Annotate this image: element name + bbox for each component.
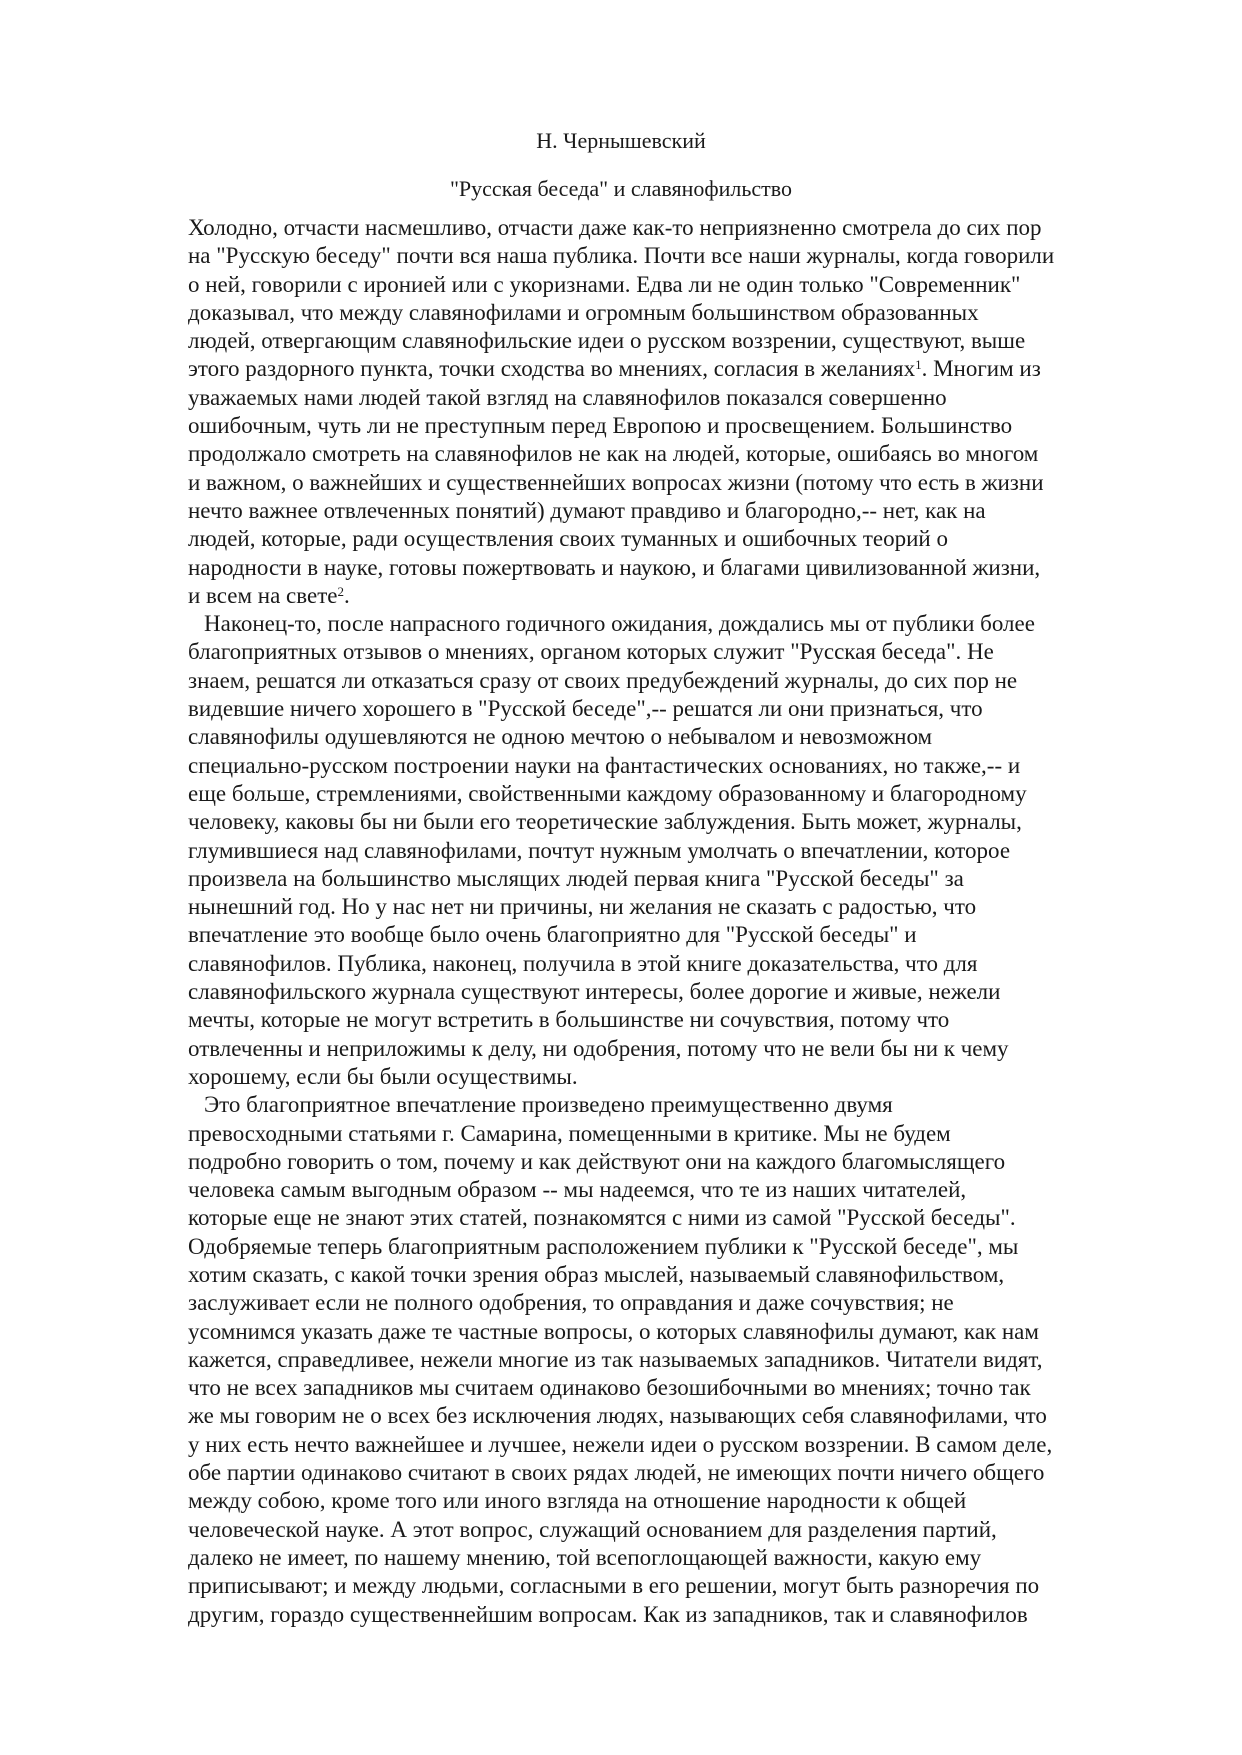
text-line: у них есть нечто важнейшее и лучшее, нежели идеи о русском воззрении. В самом деле,: [188, 1431, 1053, 1457]
text-line: впечатление это вообще было очень благоприятно для "Русской беседы" и: [188, 922, 917, 948]
text-line: превосходными статьями г. Самарина, помещенными в критике. Мы не будем: [188, 1120, 951, 1146]
text-line: глумившиеся над славянофилами, почтут нужным умолчать о впечатлении, которое: [188, 837, 1011, 863]
text-line: хорошему, если бы были осуществимы.: [188, 1063, 578, 1089]
article-title: "Русская беседа" и славянофильство: [449, 176, 793, 201]
text-line: людей, отвергающим славянофильские идеи о русском воззрении, существуют, выше: [188, 328, 1026, 354]
text-line: мечты, которые не могут встретить в большинстве ни сочувствия, потому что: [188, 1007, 950, 1033]
text-line: на "Русскую беседу" почти вся наша публика. Почти все наши журналы, когда говорили: [188, 243, 1055, 269]
text-line: между собою, кроме того или иного взгляда на отношение народности к общей: [188, 1488, 967, 1514]
text-line: нечто важнее отвлеченных понятий) думают правдиво и благородно,-- нет, как на: [188, 497, 986, 523]
footnote-marker-2: 2: [337, 583, 344, 599]
text-line: Одобряемые теперь благоприятным расположением публики к "Русской беседе", мы: [188, 1233, 1019, 1259]
text-line: специально-русском построении науки на фантастических основаниях, но также,-- и: [188, 752, 1021, 778]
text-line: [188, 582, 1128, 610]
text-line: Это благоприятное впечатление произведено преимущественно двумя: [204, 1092, 893, 1118]
text-segment: .: [343, 582, 350, 608]
text-segment: . Многим из: [921, 356, 1041, 382]
text-line: благоприятных отзывов о мнениях, органом которых служит "Русская беседа". Не: [188, 639, 994, 665]
text-line: людей, которые, ради осуществления своих туманных и ошибочных теорий о: [188, 526, 948, 552]
text-line: Наконец-то, после напрасного годичного ожидания, дождались мы от публики более: [204, 611, 1035, 637]
text-line: же мы говорим не о всех без исключения людях, называющих себя славянофилами, что: [188, 1403, 1047, 1429]
text-line: народности в науке, готовы пожертвовать и наукою, и благами цивилизованной жизни,: [188, 554, 1041, 580]
text-line: славянофилов. Публика, наконец, получила в этой книге доказательства, что для: [188, 950, 978, 976]
text-line: ошибочным, чуть ли не преступным перед Европою и просвещением. Большинство: [188, 413, 1013, 439]
text-line: знаем, решатся ли отказаться сразу от своих предубеждений журналы, до сих пор не: [188, 667, 1018, 693]
text-line: [188, 355, 1128, 383]
text-line: человеку, каковы бы ни были его теоретические заблуждения. Быть может, журналы,: [188, 809, 1022, 835]
text-line: далеко не имеет, по нашему мнению, той всепоглощающей важности, какую ему: [188, 1544, 982, 1570]
text-line: видевшие ничего хорошего в "Русской беседе",-- решатся ли они признаться, что: [188, 696, 983, 722]
text-segment: и всем на свете: [188, 582, 338, 608]
text-line: отвлеченны и неприложимы к делу, ни одобрения, потому что не вели бы ни к чему: [188, 1035, 1009, 1061]
text-line: и важном, о важнейших и существеннейших вопросах жизни (потому что есть в жизни: [188, 469, 1044, 495]
text-line: обе партии одинаково считают в своих рядах людей, не имеющих почти ничего общего: [188, 1460, 1045, 1486]
text-line: еще больше, стремлениями, свойственными каждому образованному и благородному: [188, 780, 1027, 806]
text-line: нынешний год. Но у нас нет ни причины, ни желания не сказать с радостью, что: [188, 894, 977, 920]
text-line: продолжало смотреть на славянофилов не как на людей, которые, ошибаясь во многом: [188, 441, 1039, 467]
text-line: усомнимся указать даже те частные вопросы, о которых славянофилы думают, как нам: [188, 1318, 1039, 1344]
text-line: приписывают; и между людьми, согласными в его решении, могут быть разноречия по: [188, 1573, 1040, 1599]
article-body: [188, 214, 1128, 1629]
text-line: доказывал, что между славянофилами и огромным большинством образованных: [188, 299, 979, 325]
text-line: человека самым выгодным образом -- мы надеемся, что те из наших читателей,: [188, 1177, 967, 1203]
text-line: кажется, справедливее, нежели многие из так называемых западников. Читатели видят,: [188, 1346, 1043, 1372]
text-segment: этого раздорного пункта, точки сходства во мнениях, согласия в желаниях: [188, 356, 916, 382]
text-line: Холодно, отчасти насмешливо, отчасти даже как-то неприязненно смотрела до сих пор: [188, 215, 1042, 240]
text-line: славянофилы одушевляются не одною мечтою о небывалом и невозможном: [188, 724, 933, 750]
footnote-marker-1: 1: [915, 357, 922, 373]
text-line: славянофильского журнала существуют интересы, более дорогие и живые, нежели: [188, 979, 1001, 1005]
text-line: произвела на большинство мыслящих людей первая книга "Русской беседы" за: [188, 865, 964, 891]
text-line: подробно говорить о том, почему и как действуют они на каждого благомыслящего: [188, 1148, 1006, 1174]
text-line: хотим сказать, с какой точки зрения образ мыслей, называемый славянофильством,: [188, 1261, 1005, 1287]
text-line: о ней, говорили с иронией или с укоризнами. Едва ли не один только "Современник": [188, 271, 1021, 297]
text-line: уважаемых нами людей такой взгляд на славянофилов показался совершенно: [188, 384, 947, 410]
text-line: заслуживает если не полного одобрения, то оправдания и даже сочувствия; не: [188, 1290, 954, 1316]
text-line: которые еще не знают этих статей, познакомятся с ними из самой "Русской беседы".: [188, 1205, 1016, 1231]
author-heading: Н. Чернышевский: [536, 128, 706, 153]
text-line: что не всех западников мы считаем одинаково безошибочными во мнениях; точно так: [188, 1375, 1031, 1401]
text-line: человеческой науке. А этот вопрос, служащий основанием для разделения партий,: [188, 1516, 997, 1542]
text-line: другим, гораздо существеннейшим вопросам. Как из западников, так и славянофилов: [188, 1601, 1028, 1627]
